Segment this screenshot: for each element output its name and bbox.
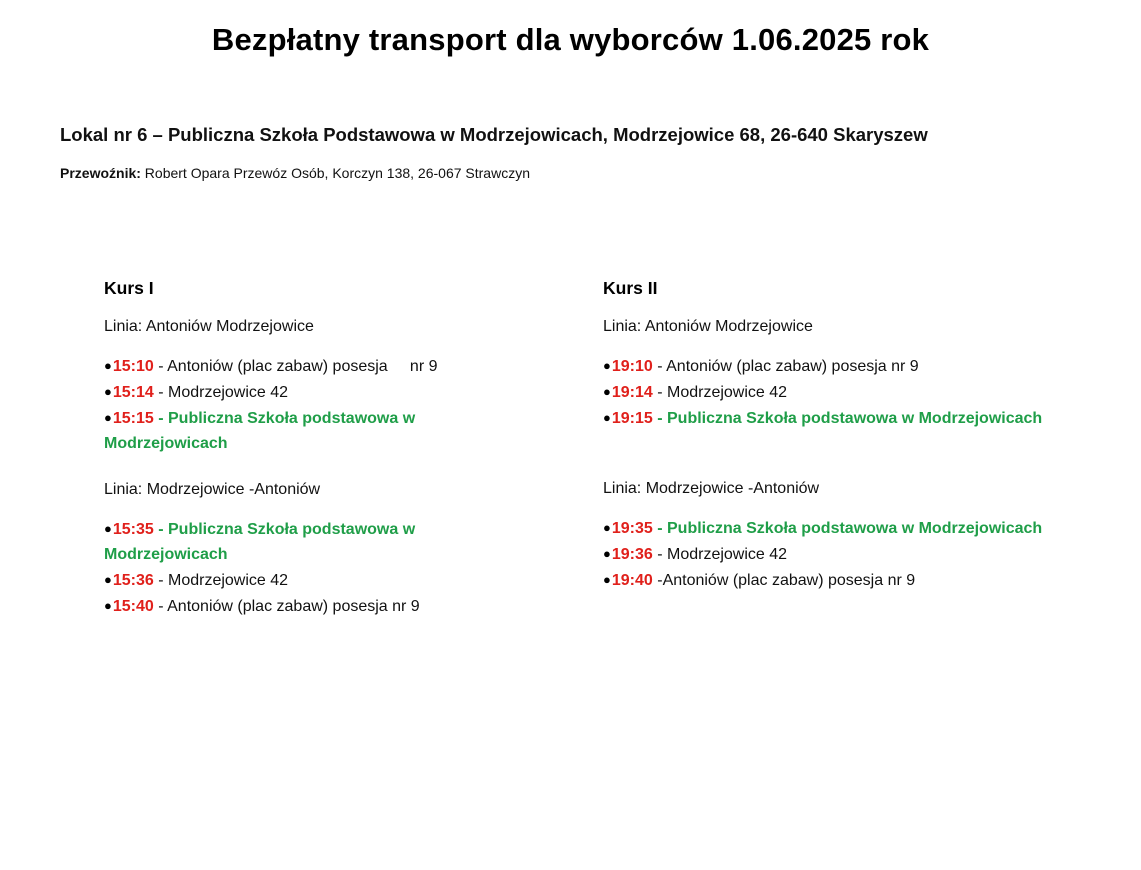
departure-time: 15:14 <box>112 384 154 401</box>
stop-name: Modrzejowice 42 <box>168 384 289 401</box>
stop-name: Antoniów (plac zabaw) posesja nr 9 <box>167 598 420 615</box>
bullet-icon: ● <box>603 410 611 425</box>
carrier-info <box>60 165 530 181</box>
separator: - <box>652 358 667 375</box>
line-name: Linia: Antoniów Modrzejowice <box>603 318 813 335</box>
line-name: Linia: Antoniów Modrzejowice <box>104 318 314 335</box>
departure-time: 15:35 <box>112 521 154 538</box>
separator: - <box>153 598 168 615</box>
stop-item-school <box>603 405 1073 431</box>
departure-time: 15:15 <box>112 410 154 427</box>
departure-time: 15:36 <box>112 572 154 589</box>
departure-time: 19:10 <box>611 358 653 375</box>
stop-item <box>603 541 1073 567</box>
stop-item <box>104 353 464 379</box>
stop-name: Publiczna Szkoła podstawowa w Modrzejowicach <box>104 410 416 452</box>
stop-item <box>104 567 464 593</box>
bullet-icon: ● <box>603 520 611 535</box>
separator: - <box>153 521 168 538</box>
stop-name: Modrzejowice 42 <box>667 546 788 563</box>
stop-item <box>104 379 464 405</box>
course-column-1 <box>104 277 464 619</box>
stop-name: Antoniów (plac zabaw) posesja nr 9 <box>662 572 916 589</box>
stop-item <box>603 379 1073 405</box>
bullet-icon: ● <box>104 521 112 536</box>
departure-time: 19:15 <box>611 410 653 427</box>
bullet-icon: ● <box>603 572 611 587</box>
departure-time: 15:10 <box>112 358 154 375</box>
stop-list <box>104 353 464 456</box>
line-name: Linia: Modrzejowice -Antoniów <box>104 481 321 498</box>
course-title: Kurs I <box>104 278 154 298</box>
polling-station-heading: Lokal nr 6 – Publiczna Szkoła Podstawowa w Modrzejowicach, Modrzejowice 68, 26-640 Skaryszew <box>60 124 928 145</box>
separator: - <box>652 410 667 427</box>
stop-item <box>104 593 464 619</box>
separator: - <box>652 546 667 563</box>
separator: - <box>153 384 168 401</box>
stop-item-school <box>104 405 464 456</box>
stop-list <box>104 516 464 619</box>
stop-item <box>603 567 1073 593</box>
departure-time: 19:14 <box>611 384 653 401</box>
bullet-icon: ● <box>603 358 611 373</box>
separator: - <box>652 520 667 537</box>
carrier-label: Przewoźnik: <box>60 165 141 181</box>
stop-item-school <box>603 515 1073 541</box>
bullet-icon: ● <box>104 598 112 613</box>
page-title: Bezpłatny transport dla wyborców 1.06.2025 rok <box>211 22 930 57</box>
stop-name: Publiczna Szkoła podstawowa w Modrzejowicach <box>667 410 1043 427</box>
departure-time: 15:40 <box>112 598 154 615</box>
stop-list <box>603 353 1073 431</box>
separator: - <box>153 410 168 427</box>
bullet-icon: ● <box>104 410 112 425</box>
stop-name: Modrzejowice 42 <box>667 384 788 401</box>
stop-list <box>603 515 1073 593</box>
bullet-icon: ● <box>603 546 611 561</box>
stop-name: Modrzejowice 42 <box>168 572 289 589</box>
course-title: Kurs II <box>603 278 658 298</box>
bullet-icon: ● <box>104 572 112 587</box>
separator: - <box>652 572 663 589</box>
departure-time: 19:36 <box>611 546 653 563</box>
stop-name: Publiczna Szkoła podstawowa w Modrzejowicach <box>104 521 416 563</box>
departure-time: 19:35 <box>611 520 653 537</box>
stop-item-school <box>104 516 464 567</box>
stop-name: Antoniów (plac zabaw) posesja nr 9 <box>167 358 438 375</box>
stop-item <box>603 353 1073 379</box>
stop-name: Antoniów (plac zabaw) posesja nr 9 <box>666 358 919 375</box>
departure-time: 19:40 <box>611 572 653 589</box>
course-column-2 <box>603 277 1073 593</box>
separator: - <box>652 384 667 401</box>
bullet-icon: ● <box>603 384 611 399</box>
carrier-value: Robert Opara Przewóz Osób, Korczyn 138, 26-067 Strawczyn <box>144 165 530 181</box>
stop-name: Publiczna Szkoła podstawowa w Modrzejowicach <box>667 520 1043 537</box>
line-name: Linia: Modrzejowice -Antoniów <box>603 480 820 497</box>
bullet-icon: ● <box>104 358 112 373</box>
separator: - <box>153 358 168 375</box>
separator: - <box>153 572 168 589</box>
bullet-icon: ● <box>104 384 112 399</box>
